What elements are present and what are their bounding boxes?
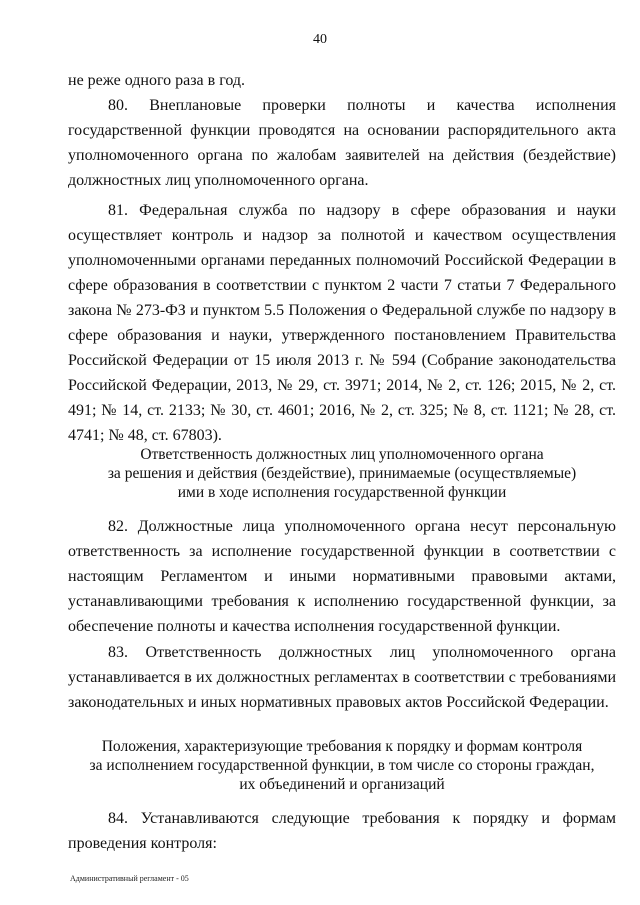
paragraph-text: 82. Должностные лица уполномоченного органа несут персональную ответственность за исполнение государственной функции в соответствии с настоящим Регламентом и иными нормативными правовыми актами, устанавливающими требования к исполнению государственной функции, за обеспечение полноты и качества исполнения государственной функции. — [68, 518, 616, 635]
paragraph-82 — [68, 514, 616, 639]
heading-line: за решения и действия (бездействие), принимаемые (осуществляемые) — [107, 465, 577, 482]
section-heading-control — [68, 737, 616, 794]
heading-line: их объединений и организаций — [239, 776, 445, 793]
heading-line: Положения, характеризующие требования к порядку и формам контроля — [101, 738, 583, 755]
heading-line: Ответственность должностных лиц уполномоченного органа — [140, 446, 544, 463]
page-number: 40 — [313, 32, 327, 47]
paragraph-text: 83. Ответственность должностных лиц уполномоченного органа устанавливается в их должностных регламентах в соответствии с требованиями законодательных и иных нормативных правовых актов Российской Федерации. — [68, 644, 616, 711]
heading-line: за исполнением государственной функции, в том числе со стороны граждан, — [89, 757, 595, 774]
paragraph-text: не реже одного раза в год. — [68, 72, 246, 89]
heading-line: ими в ходе исполнения государственной функции — [177, 484, 507, 501]
paragraph-text: 84. Устанавливаются следующие требования к порядку и формам проведения контроля: — [68, 810, 616, 852]
paragraph-80 — [68, 93, 616, 193]
paragraph-84 — [68, 806, 616, 856]
paragraph-83 — [68, 640, 616, 715]
paragraph-continuation — [68, 68, 616, 93]
section-heading-responsibility — [68, 445, 616, 502]
paragraph-text: 81. Федеральная служба по надзору в сфере образования и науки осуществляет контроль и надзор за полнотой и качеством осуществления уполномоченными органами переданных полномочий Российской Федерации в сфере образования в соответствии с пунктом 2 части 7 статьи 7 Федерального закона № 273-ФЗ и пунктом 5.5 Положения о Федеральной службе по надзору в сфере образования и науки, утвержденного постановлением Правительства Российской Федерации от 15 июля 2013 г. № 594 (Собрание законодательства Российской Федерации, 2013, № 29, ст. 3971; 2014, № 2, ст. 126; 2015, № 2, ст. 491; № 14, ст. 2133; № 30, ст. 4601; 2016, № 2, ст. 325; № 8, ст. 1121; № 28, ст. 4741; № 48, ст. 67803). — [68, 202, 616, 444]
paragraph-text: 80. Внеплановые проверки полноты и качества исполнения государственной функции проводятся на основании распорядительного акта уполномоченного органа по жалобам заявителей на действия (бездействие) должностных лиц уполномоченного органа. — [68, 97, 616, 189]
footer-document-name: Административный регламент - 05 — [70, 874, 189, 883]
paragraph-81 — [68, 198, 616, 448]
